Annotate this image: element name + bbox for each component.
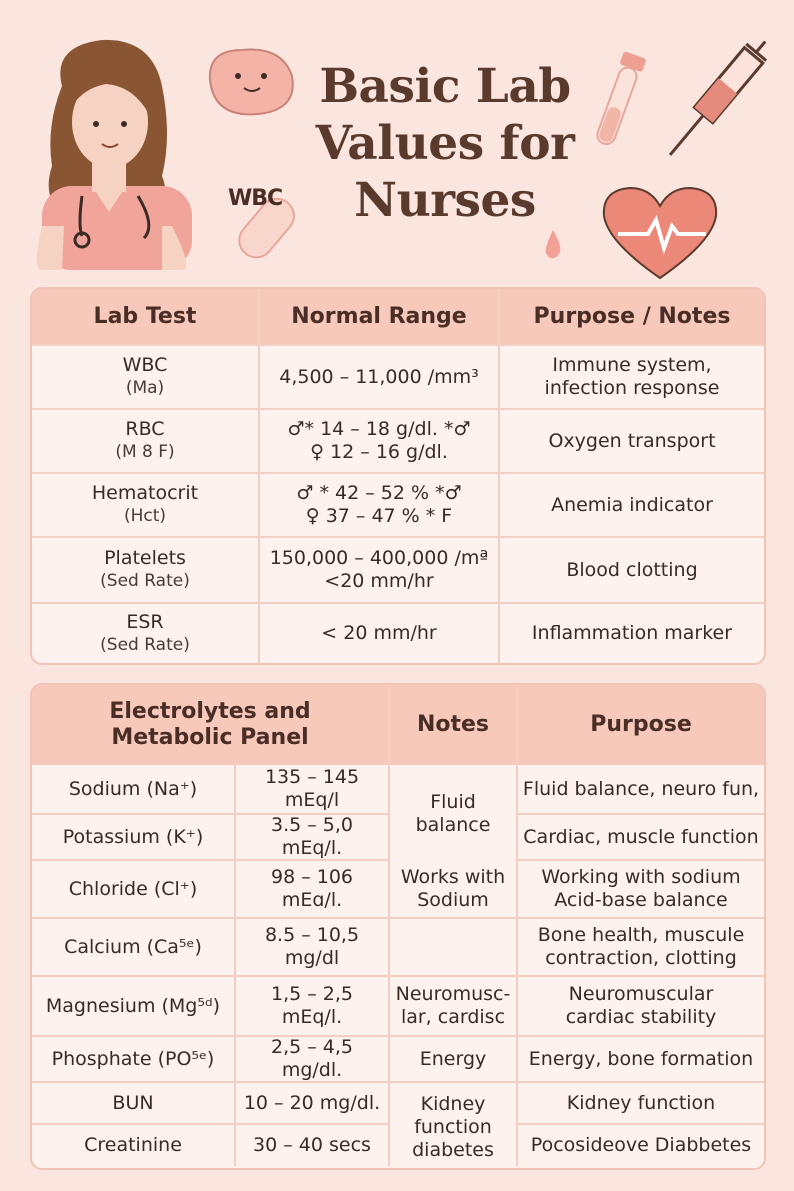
table-row (32, 859, 764, 917)
cell-blob-icon (202, 40, 298, 120)
test-tube-icon (590, 48, 646, 158)
test-name-cell: WBC (Ma) (122, 354, 168, 398)
notes-cell: Energy (388, 1037, 516, 1081)
range-cell: 98 – 106 mEɑ/l. (234, 861, 388, 917)
col-purpose: Purpose (516, 685, 764, 765)
range-cell: 8.5 – 10,5 mg/dl (234, 919, 388, 975)
notes-cell (388, 919, 516, 975)
range-cell: 4,500 – 11,000 /mm³ (258, 346, 498, 408)
drop-icon (542, 228, 564, 260)
purpose-cell: Kidney function (516, 1083, 764, 1123)
table-row (32, 408, 764, 472)
purpose-cell: Working with sodium Acid-base balance (516, 861, 764, 917)
range-cell: < 20 mm/hr (258, 604, 498, 663)
analyte-cell: Creatinine (84, 1134, 182, 1156)
range-cell: 10 – 20 mg/dl. (234, 1083, 388, 1123)
lab-values-table (30, 287, 766, 665)
table-row (32, 602, 764, 663)
table-row (32, 472, 764, 536)
notes-cell: Oxygen transport (498, 410, 764, 472)
analyte-cell: Sodium (Na⁺) (68, 777, 198, 800)
analyte-cell: Magnesium (Mg⁵ᵈ) (45, 994, 221, 1017)
test-name-cell: Hematocrit (Hct) (91, 482, 199, 526)
purpose-cell: Energy, bone formation (516, 1037, 764, 1081)
page-title: Basic Lab Values for Nurses (315, 59, 575, 228)
col-electrolytes: Electrolytes and Metabolic Panel (109, 699, 311, 750)
analyte-cell: Chloride (Cl⁺) (68, 877, 198, 900)
col-notes: Notes (388, 685, 516, 765)
electrolytes-table (30, 683, 766, 1170)
notes-cell: Blood clotting (498, 538, 764, 602)
range-cell: ♂* 14 – 18 g/dl. *♂ ♀ 12 – 16 g/dl. (258, 410, 498, 472)
table-row (32, 344, 764, 408)
note-fluid-balance: Fluid balance (390, 767, 516, 861)
notes-cell: Works with Sodium (388, 861, 516, 917)
purpose-cell: Fluid balance, neuro fun, (516, 765, 764, 813)
table-row (32, 975, 764, 1035)
range-cell: 3.5 – 5,0 mEq/l. (234, 815, 388, 859)
heart-icon (598, 182, 722, 282)
analyte-cell: Calcium (Ca⁵ᵉ) (64, 935, 202, 958)
analyte-cell: Potassium (K⁺) (62, 825, 204, 848)
note-kidney: Kidney function diabetes (390, 1085, 516, 1170)
test-name-cell: ESR (Sed Rate) (100, 610, 190, 655)
notes-cell: Anemia indicator (498, 474, 764, 536)
range-cell: ♂ * 42 – 52 % *♂ ♀ 37 – 47 % * F (258, 474, 498, 536)
table-row (32, 917, 764, 975)
range-cell: 135 – 145 mEq/l (234, 765, 388, 813)
notes-cell: Immune system, infection response (498, 346, 764, 408)
col-lab-test: Lab Test (93, 303, 197, 329)
col-normal-range: Normal Range (258, 289, 498, 344)
purpose-cell: Pocosideove Diabbetes (516, 1125, 764, 1166)
test-name-cell: RBC (M 8 F) (115, 418, 175, 462)
table-row (32, 536, 764, 602)
wbc-badge: WBC (228, 186, 283, 211)
test-name-cell: Platelets (Sed Rate) (100, 547, 190, 591)
range-cell: 2,5 – 4,5 mg/dl. (234, 1037, 388, 1081)
analyte-cell: BUN (112, 1091, 154, 1114)
range-cell: 30 – 40 secs (234, 1125, 388, 1166)
nurse-illustration (22, 26, 202, 270)
analyte-cell: Phosphate (PO⁵ᵉ) (51, 1047, 215, 1070)
table-header-row (32, 685, 764, 765)
purpose-cell: Cardiac, muscle function (516, 815, 764, 859)
notes-cell: Neuromusc- lar, cardisc (388, 977, 516, 1035)
table-row (32, 1035, 764, 1081)
col-purpose-notes: Purpose / Notes (498, 289, 764, 344)
range-cell: 1,5 – 2,5 mEq/l. (234, 977, 388, 1035)
notes-cell: Inflammation marker (498, 604, 764, 663)
syringe-icon (660, 24, 774, 174)
purpose-cell: Neuromuscular cardiac stability (516, 977, 764, 1035)
range-cell: 150,000 – 400,000 /mª <20 mm/hr (258, 538, 498, 602)
table-header-row (32, 289, 764, 344)
purpose-cell: Bone health, muscule contraction, clotting (516, 919, 764, 975)
